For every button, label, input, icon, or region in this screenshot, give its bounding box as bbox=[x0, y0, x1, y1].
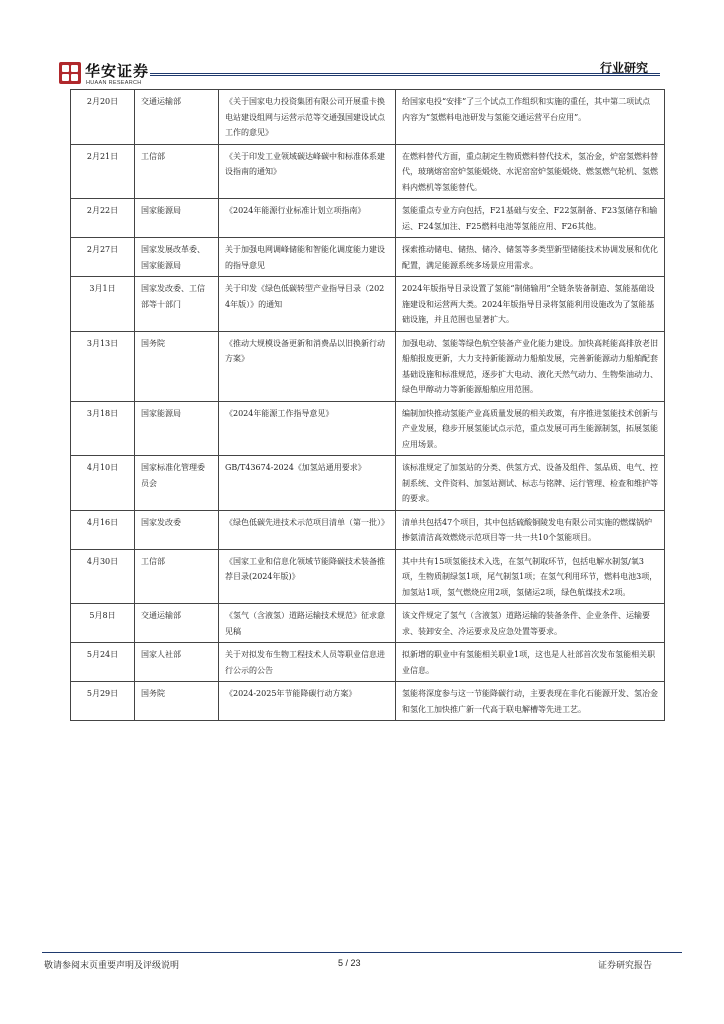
date-cell: 4月30日 bbox=[71, 549, 135, 604]
note-cell: 清单共包括47个项目，其中包括硫酸铜陵发电有限公司实施的燃煤锅炉掺氨清洁高效燃烧示范项目等一共一共10个氢能项目。 bbox=[396, 510, 665, 549]
note-cell: 氢能重点专业方向包括，F21基础与安全、F22氢制备、F23氢储存和输运、F24氢加注、F25燃料电池等氢能应用、F26其他。 bbox=[396, 199, 665, 238]
table-row bbox=[71, 604, 665, 643]
org-cell: 国务院 bbox=[135, 682, 219, 721]
org-cell: 国家发展改革委、国家能源局 bbox=[135, 238, 219, 277]
document-cell: 《氢气（含液氢）道路运输技术规范》征求意见稿 bbox=[219, 604, 396, 643]
org-cell: 工信部 bbox=[135, 144, 219, 199]
note-cell: 2024年版指导目录设置了氢能“制储输用”全链条装备制造、氢能基础设施建设和运营两大类。2024年版指导目录将氢能利用设施改为了氢能基础设施，并且范围也显著扩大。 bbox=[396, 277, 665, 332]
table-row bbox=[71, 510, 665, 549]
org-cell: 交通运输部 bbox=[135, 90, 219, 145]
note-cell: 该文件规定了氢气（含液氢）道路运输的装备条件、企业条件、运输要求、装卸安全、冷运要求及应急处置等要求。 bbox=[396, 604, 665, 643]
date-cell: 2月27日 bbox=[71, 238, 135, 277]
note-cell: 给国家电投“安排”了三个试点工作组织和实施的重任，其中第二项试点内容为“氢燃料电池研发与氢能交通运营平台应用”。 bbox=[396, 90, 665, 145]
org-cell: 国务院 bbox=[135, 331, 219, 401]
org-cell: 国家能源局 bbox=[135, 401, 219, 456]
footer-divider bbox=[42, 952, 682, 953]
date-cell: 2月21日 bbox=[71, 144, 135, 199]
brand-name: 华安证券 bbox=[85, 62, 150, 80]
org-cell: 国家发改委 bbox=[135, 510, 219, 549]
date-cell: 2月20日 bbox=[71, 90, 135, 145]
document-cell: 《关于印发工业领域碳达峰碳中和标准体系建设指南的通知》 bbox=[219, 144, 396, 199]
table-row bbox=[71, 199, 665, 238]
header-divider-secondary bbox=[150, 75, 660, 76]
table-row bbox=[71, 456, 665, 511]
org-cell: 交通运输部 bbox=[135, 604, 219, 643]
document-cell: 《2024年能源行业标准计划立项指南》 bbox=[219, 199, 396, 238]
note-cell: 拟新增的职业中有氢能相关职业1项，这也是人社部首次发布氢能相关职业信息。 bbox=[396, 643, 665, 682]
date-cell: 5月29日 bbox=[71, 682, 135, 721]
date-cell: 5月8日 bbox=[71, 604, 135, 643]
document-cell: 关于加强电网调峰储能和智能化调度能力建设的指导意见 bbox=[219, 238, 396, 277]
org-cell: 国家标准化管理委员会 bbox=[135, 456, 219, 511]
document-cell: 《国家工业和信息化领域节能降碳技术装备推荐目录(2024年版)》 bbox=[219, 549, 396, 604]
date-cell: 2月22日 bbox=[71, 199, 135, 238]
brand-subtitle: HUAAN RESEARCH bbox=[86, 80, 142, 86]
document-cell: 《2024年能源工作指导意见》 bbox=[219, 401, 396, 456]
document-cell: 《关于国家电力投资集团有限公司开展重卡换电站建设组网与运营示范等交通强国建设试点工作的意见》 bbox=[219, 90, 396, 145]
document-cell: 关于印发《绿色低碳转型产业指导目录（2024年版）》的通知 bbox=[219, 277, 396, 332]
note-cell: 探索推动储电、储热、储冷、储氢等多类型新型储能技术协调发展和优化配置，满足能源系统多场景应用需求。 bbox=[396, 238, 665, 277]
table-row bbox=[71, 277, 665, 332]
org-cell: 工信部 bbox=[135, 549, 219, 604]
section-label: 行业研究 bbox=[600, 61, 649, 75]
table-row bbox=[71, 643, 665, 682]
footer-disclaimer: 敬请参阅末页重要声明及评级说明 bbox=[44, 961, 180, 971]
page-header bbox=[0, 0, 724, 86]
note-cell: 加强电动、氢能等绿色航空装备产业化能力建设。加快高耗能高排放老旧船舶报废更新，大力支持新能源动力船舶发展，完善新能源动力船舶配套基础设施和标准规范，逐步扩大电动、液化天然气动力、生物柴油动力、绿色甲醇动力等新能源船舶应用范围。 bbox=[396, 331, 665, 401]
header-divider bbox=[150, 73, 660, 74]
table-row bbox=[71, 401, 665, 456]
table-row bbox=[71, 331, 665, 401]
document-cell: 《推动大规模设备更新和消费品以旧换新行动方案》 bbox=[219, 331, 396, 401]
date-cell: 4月10日 bbox=[71, 456, 135, 511]
org-cell: 国家发改委、工信部等十部门 bbox=[135, 277, 219, 332]
policy-table-body bbox=[71, 90, 665, 721]
report-type: 证券研究报告 bbox=[598, 961, 653, 971]
document-cell: GB/T43674-2024《加氢站通用要求》 bbox=[219, 456, 396, 511]
table-row bbox=[71, 238, 665, 277]
date-cell: 3月1日 bbox=[71, 277, 135, 332]
policy-table bbox=[70, 89, 665, 721]
date-cell: 3月13日 bbox=[71, 331, 135, 401]
table-row bbox=[71, 682, 665, 721]
note-cell: 在燃料替代方面，重点制定生物质燃料替代技术，氢冶金，炉窑氢燃料替代，玻璃熔窑窑炉氢能煅烧、水泥窑窑炉氢能煅烧、燃氢燃气轮机、氢燃料内燃机等氢能替代。 bbox=[396, 144, 665, 199]
page-number: 5 / 23 bbox=[338, 958, 361, 968]
table-row bbox=[71, 144, 665, 199]
huaan-logo-icon bbox=[59, 62, 81, 84]
document-cell: 《2024-2025年节能降碳行动方案》 bbox=[219, 682, 396, 721]
note-cell: 其中共有15项氢能技术入选，在氢气制取环节，包括电解水制氢/氧3项，生物质制绿氢1项，尾气制氢1项；在氢气利用环节，燃料电池3项，加氢站1项，氢气燃烧应用2项，氢储运2项，绿色航煤技术2项。 bbox=[396, 549, 665, 604]
table-row bbox=[71, 549, 665, 604]
date-cell: 4月16日 bbox=[71, 510, 135, 549]
note-cell: 氢能将深度参与这一节能降碳行动，主要表现在非化石能源开发、氢冶金和氢化工加快推广新一代高于联电解槽等先进工艺。 bbox=[396, 682, 665, 721]
document-cell: 《绿色低碳先进技术示范项目清单（第一批）》 bbox=[219, 510, 396, 549]
note-cell: 该标准规定了加氢站的分类、供氢方式、设备及组件、氢品质、电气、控制系统、文件资料、加氢站测试、标志与铭牌、运行管理、检查和维护等的要求。 bbox=[396, 456, 665, 511]
date-cell: 3月18日 bbox=[71, 401, 135, 456]
org-cell: 国家能源局 bbox=[135, 199, 219, 238]
table-row bbox=[71, 90, 665, 145]
document-cell: 关于对拟发布生物工程技术人员等职业信息进行公示的公告 bbox=[219, 643, 396, 682]
note-cell: 编制加快推动氢能产业高质量发展的相关政策，有序推进氢能技术创新与产业发展，稳步开展氢能试点示范，重点发展可再生能源制氢，拓展氢能应用场景。 bbox=[396, 401, 665, 456]
org-cell: 国家人社部 bbox=[135, 643, 219, 682]
date-cell: 5月24日 bbox=[71, 643, 135, 682]
